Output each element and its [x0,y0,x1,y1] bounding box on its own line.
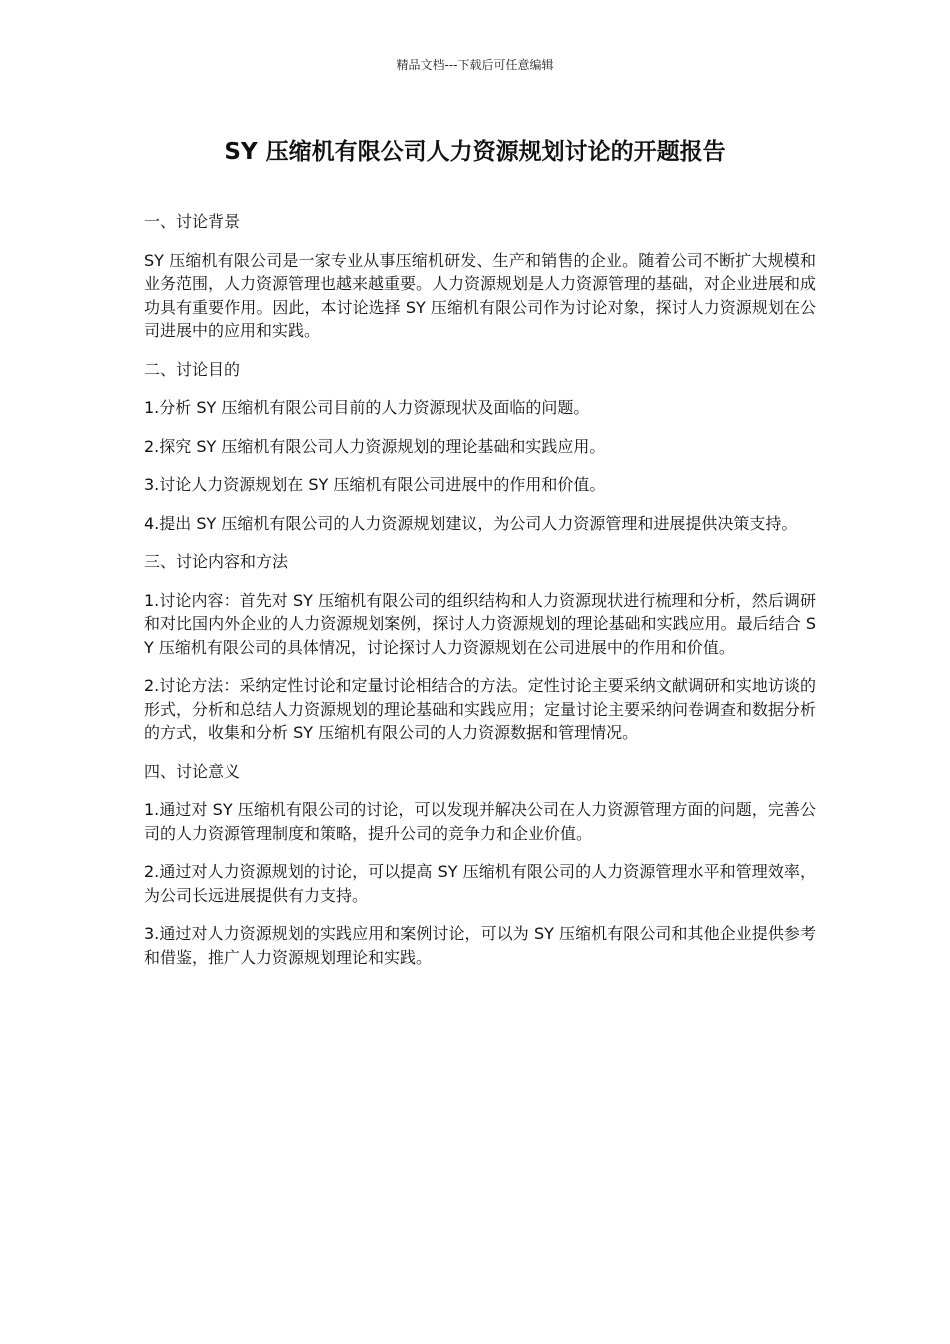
section-heading-significance: 四、讨论意义 [144,761,241,781]
list-item: 3.通过对人力资源规划的实践应用和案例讨论，可以为 SY 压缩机有限公司和其他企业提供参考和借鉴，推广人力资源规划理论和实践。 [144,924,816,967]
section-heading-background: 一、讨论背景 [144,212,241,231]
list-item: 2.探究 SY 压缩机有限公司人力资源规划的理论基础和实践应用。 [144,436,606,456]
document-title: SY 压缩机有限公司人力资源规划讨论的开题报告 [224,139,726,165]
document-body [144,210,816,984]
list-item: 1.通过对 SY 压缩机有限公司的讨论，可以发现并解决公司在人力资源管理方面的问题，完善公司的人力资源管理制度和策略，提升公司的竞争力和企业价值。 [144,800,816,843]
list-item: 4.提出 SY 压缩机有限公司的人力资源规划建议，为公司人力资源管理和进展提供决策支持。 [144,513,798,533]
section-heading-content-methods: 三、讨论内容和方法 [144,552,289,571]
list-item: 1.讨论内容：首先对 SY 压缩机有限公司的组织结构和人力资源现状进行梳理和分析，然后调研和对比国内外企业的人力资源规划案例，探讨人力资源规划的理论基础和实践应用。最后结合 SY 压缩机有限公司的具体情况，讨论探讨人力资源规划在公司进展中的作用和价值。 [144,590,816,657]
section-heading-purpose: 二、讨论目的 [144,359,241,379]
list-item: 1.分析 SY 压缩机有限公司目前的人力资源现状及面临的问题。 [144,398,590,417]
list-item: 2.讨论方法：采纳定性讨论和定量讨论相结合的方法。定性讨论主要采纳文献调研和实地访谈的形式，分析和总结人力资源规划的理论基础和实践应用；定量讨论主要采纳问卷调查和数据分析的方式，收集和分析 SY 压缩机有限公司的人力资源数据和管理情况。 [144,676,817,742]
list-item: 3.讨论人力资源规划在 SY 压缩机有限公司进展中的作用和价值。 [144,475,606,494]
paragraph: SY 压缩机有限公司是一家专业从事压缩机研发、生产和销售的企业。随着公司不断扩大规模和业务范围，人力资源管理也越来越重要。人力资源规划是人力资源管理的基础，对企业进展和成功具有重要作用。因此，本讨论选择 SY 压缩机有限公司作为讨论对象，探讨人力资源规划在公司进展中的应用和实践。 [144,250,817,340]
header-note: 精品文档---下载后可任意编辑 [396,58,554,72]
list-item: 2.通过对人力资源规划的讨论，可以提高 SY 压缩机有限公司的人力资源管理水平和管理效率，为公司长远进展提供有力支持。 [144,862,816,905]
